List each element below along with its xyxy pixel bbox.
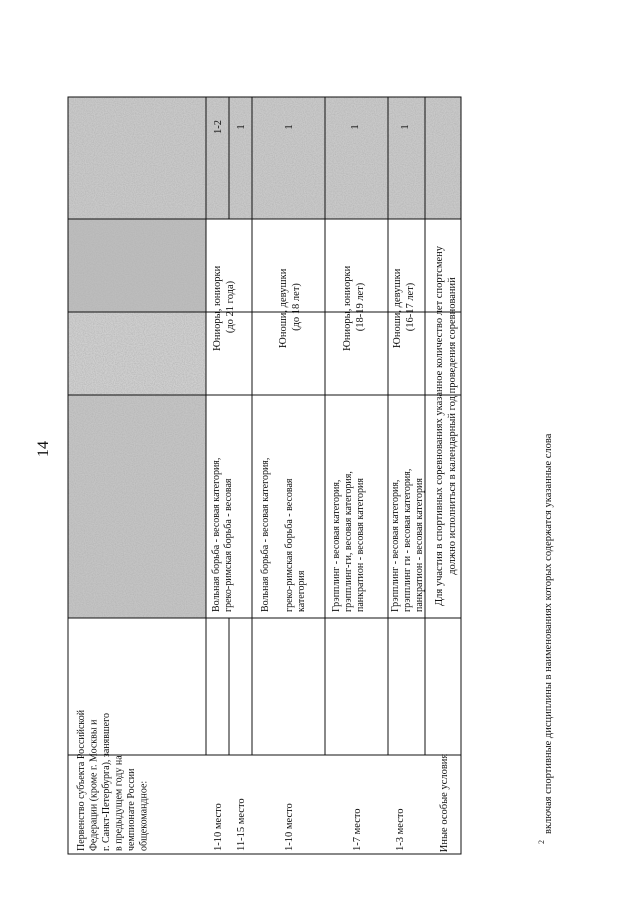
row2-count: 1	[236, 124, 247, 130]
footer-text-line2: должно исполниться в календарный год проведения соревнований	[447, 277, 458, 575]
header-condition-line: Первенство субъекта Российской	[76, 709, 87, 851]
row5-group: Юноши, девушки (16-17 лет)	[392, 268, 416, 348]
row5-disciplines: Грэпплинг - весовая категория, грэпплинг ги - весовая категория, панкратион - весовая категория	[390, 468, 425, 612]
row3-place: 1-10 место	[284, 803, 295, 851]
header-condition	[76, 707, 150, 851]
row5-place: 1-3 место	[395, 808, 406, 851]
row3-disciplines: Вольная борьба - весовая категория, греко-римская борьба - весовая категория	[260, 457, 307, 612]
row2-place: 11-15 место	[236, 798, 247, 851]
header-condition-line: Федерации (кроме г. Москвы и	[88, 719, 100, 851]
row4-group: Юниоры, юниорки (18-19 лет)	[342, 265, 366, 351]
header-condition-line: общекомандное:	[138, 780, 150, 851]
page-number: 14	[35, 441, 52, 457]
footer-label: Иные особые условия	[439, 753, 450, 853]
row4-count: 1	[350, 124, 361, 130]
footnote-mark: 2	[537, 840, 546, 844]
row5-count: 1	[400, 124, 411, 130]
row4-disciplines: Грэпплинг - весовая категория, грэпплинг-ги, весовая категория, панкратион - весовая категория	[331, 471, 366, 612]
row3-count: 1	[284, 124, 295, 130]
header-condition-line: г. Санкт-Петербурга), занявшего	[101, 713, 112, 851]
row1-disciplines: Вольная борьба - весовая категория, греко-римская борьба - весовая	[211, 457, 234, 612]
row4-place: 1-7 место	[352, 808, 363, 851]
row1-place: 1-10 место	[213, 803, 224, 851]
row1-group: Юниоры, юниорки (до 21 года)	[212, 265, 236, 351]
header-condition-line: чемпионате России	[126, 768, 137, 851]
footnote-text: включая спортивные дисциплины в наименованиях которых содержатся указанные слова	[543, 433, 554, 834]
footer-text-line1: Для участия в спортивных соревнованиях указанное количество лет спортсмену	[434, 246, 445, 606]
header-condition-line: в предыдущем году на	[113, 755, 125, 851]
row3-group: Юноши, девушки (до 18 лет)	[278, 268, 302, 348]
row1-count: 1-2	[213, 120, 224, 134]
